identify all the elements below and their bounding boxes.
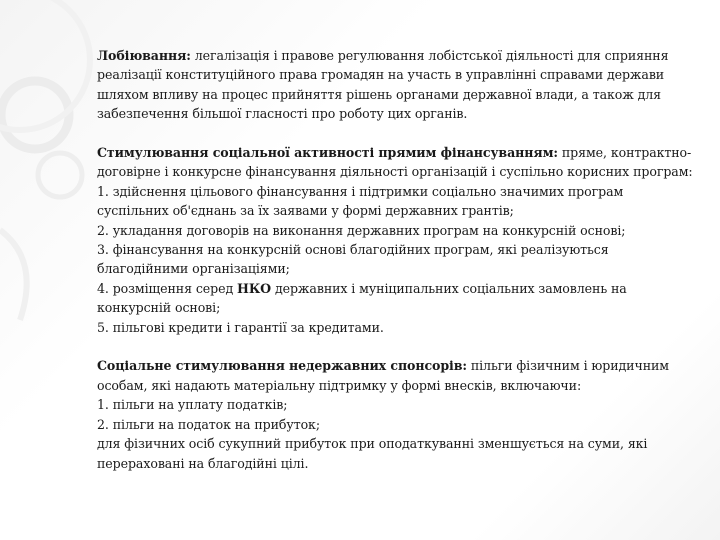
list-item: 5. пільгові кредити і гарантії за кредитами. [97,319,384,335]
list-item-4-prefix: 4. розміщення серед [97,280,238,296]
section-lobbying-paragraph [97,46,697,124]
list-item: 1. пільги на уплату податків; [97,397,288,413]
term-sponsors: Соціальне стимулювання недержавних спонсорів: [97,358,467,374]
section-direct-financing [97,143,697,337]
definition-lobbying: легалізація і правове регулювання лобістської діяльності для сприяння реалізації конституційного права громадян на участь в управлінні справами держави шляхом впливу на процес прийняття рішень органами державної влади, а також для забезпечення більшої гласності про роботу цих органів. [97,48,669,122]
list-item: для фізичних осіб сукупний прибуток при оподаткуванні зменшується на суми, які перераховані на благодійні цілі. [97,436,648,471]
list-item: 1. здійснення цільового фінансування і підтримки соціально значимих програм суспільних об'єднань за їх заявами у формі державних грантів; [97,183,624,219]
definition-sponsors: пільги фізичним і юридичним особам, які надають матеріальну підтримку у формі внесків, включаючи: [97,358,669,393]
list-item: 3. фінансування на конкурсній основі благодійних програм, які реалізуються благодійними організаціями; [97,242,609,277]
term-lobbying: Лобіювання: [97,48,191,63]
list-item: 2. укладання договорів на виконання державних програм на конкурсній основі; [97,222,626,238]
abbr-nko: НКО [237,280,272,296]
list-item [97,279,697,318]
list-item-4-suffix: державних і муніципальних соціальних замовлень на конкурсній основі; [97,280,627,316]
list-item: 2. пільги на податок на прибуток; [97,416,320,432]
section-direct-financing-intro [97,143,697,182]
slide-text-body [97,46,697,492]
section-sponsors [97,356,697,472]
term-direct-financing: Стимулювання соціальної активності прямим фінансуванням: [97,145,558,161]
section-lobbying [97,46,697,124]
definition-direct-financing: пряме, контрактно-договірне і конкурсне фінансування діяльності організацій і суспільно корисних програм: [97,145,693,180]
section-sponsors-intro [97,356,697,395]
